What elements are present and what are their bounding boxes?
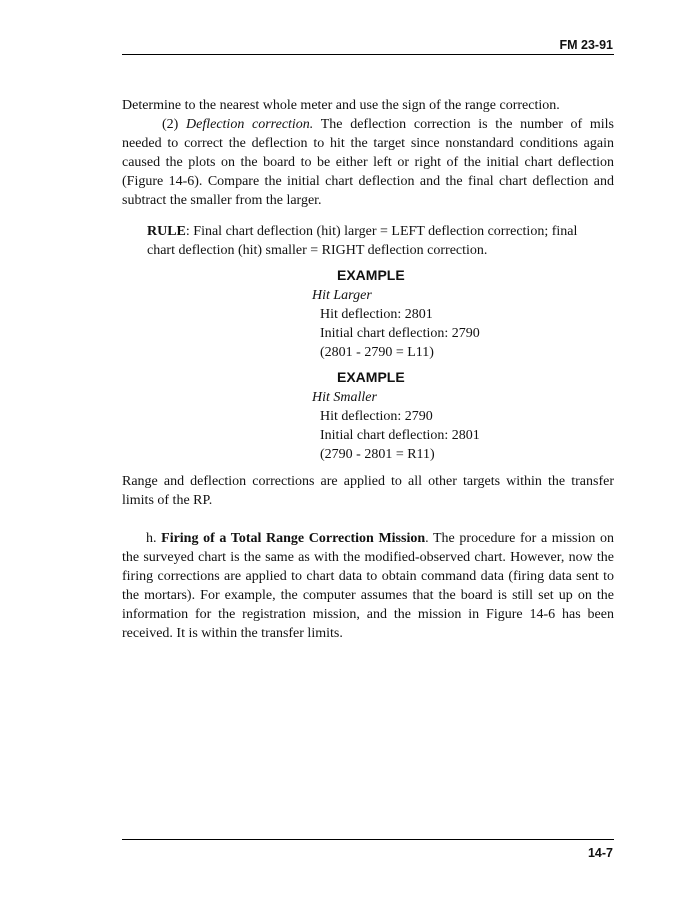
example-line: Hit deflection: 2790: [320, 409, 433, 424]
example-title: EXAMPLE: [337, 267, 405, 283]
paragraph-title: Firing of a Total Range Correction Mission: [161, 531, 426, 546]
paragraph-range-nearest-meter: Determine to the nearest whole meter and use the sign of the range correction.: [122, 98, 560, 113]
paragraph-text: . The procedure for a mission on the surveyed chart is the same as with the modified-observed chart. However, now the firing corrections are applied to chart data to obtain command data (firing data sent to the mortars). For example, the computer assumes that the board is still set up on the information for the registration mission, and the mission in Figure 14-6 has been received. It is within the transfer limits.: [122, 531, 615, 641]
example-hit-larger: [312, 266, 614, 362]
example-hit-smaller: [312, 368, 614, 464]
example-line: (2790 - 2801 = R11): [320, 447, 435, 462]
paragraph-letter: h.: [146, 531, 162, 546]
page-number: 14-7: [587, 846, 613, 860]
footer-rule: [122, 839, 614, 840]
example-line: Hit deflection: 2801: [320, 307, 433, 322]
example-subtitle: Hit Smaller: [312, 390, 377, 405]
example-line: Initial chart deflection: 2801: [320, 428, 480, 443]
rule-text: : Final chart deflection (hit) larger = LEFT deflection correction; final chart deflection (hit) smaller = RIGHT deflection correction.: [147, 224, 578, 258]
example-line: (2801 - 2790 = L11): [320, 345, 434, 360]
header-rule: [122, 54, 614, 55]
paragraph-number: (2): [162, 117, 187, 132]
paragraph-transfer-limits: Range and deflection corrections are applied to all other targets within the transfer limits of the RP.: [122, 474, 614, 508]
paragraph-deflection-correction: [122, 115, 614, 210]
example-title: EXAMPLE: [337, 369, 405, 385]
paragraph-title: Deflection correction.: [186, 117, 314, 132]
rule-label: RULE: [147, 224, 186, 239]
page-body: [122, 96, 614, 643]
paragraph-total-range-correction: [122, 529, 614, 643]
document-header-label: FM 23-91: [559, 38, 613, 52]
example-line: Initial chart deflection: 2790: [320, 326, 480, 341]
example-subtitle: Hit Larger: [312, 288, 372, 303]
paragraph-text: The deflection correction is the number of mils needed to correct the deflection to hit the target since nonstandard conditions again caused the plots on the board to be either left or right of the initial chart deflection (Figure 14-6). Compare the initial chart deflection and the final chart deflection and subtract the smaller from the larger.: [122, 117, 615, 208]
rule-statement: [147, 222, 592, 260]
